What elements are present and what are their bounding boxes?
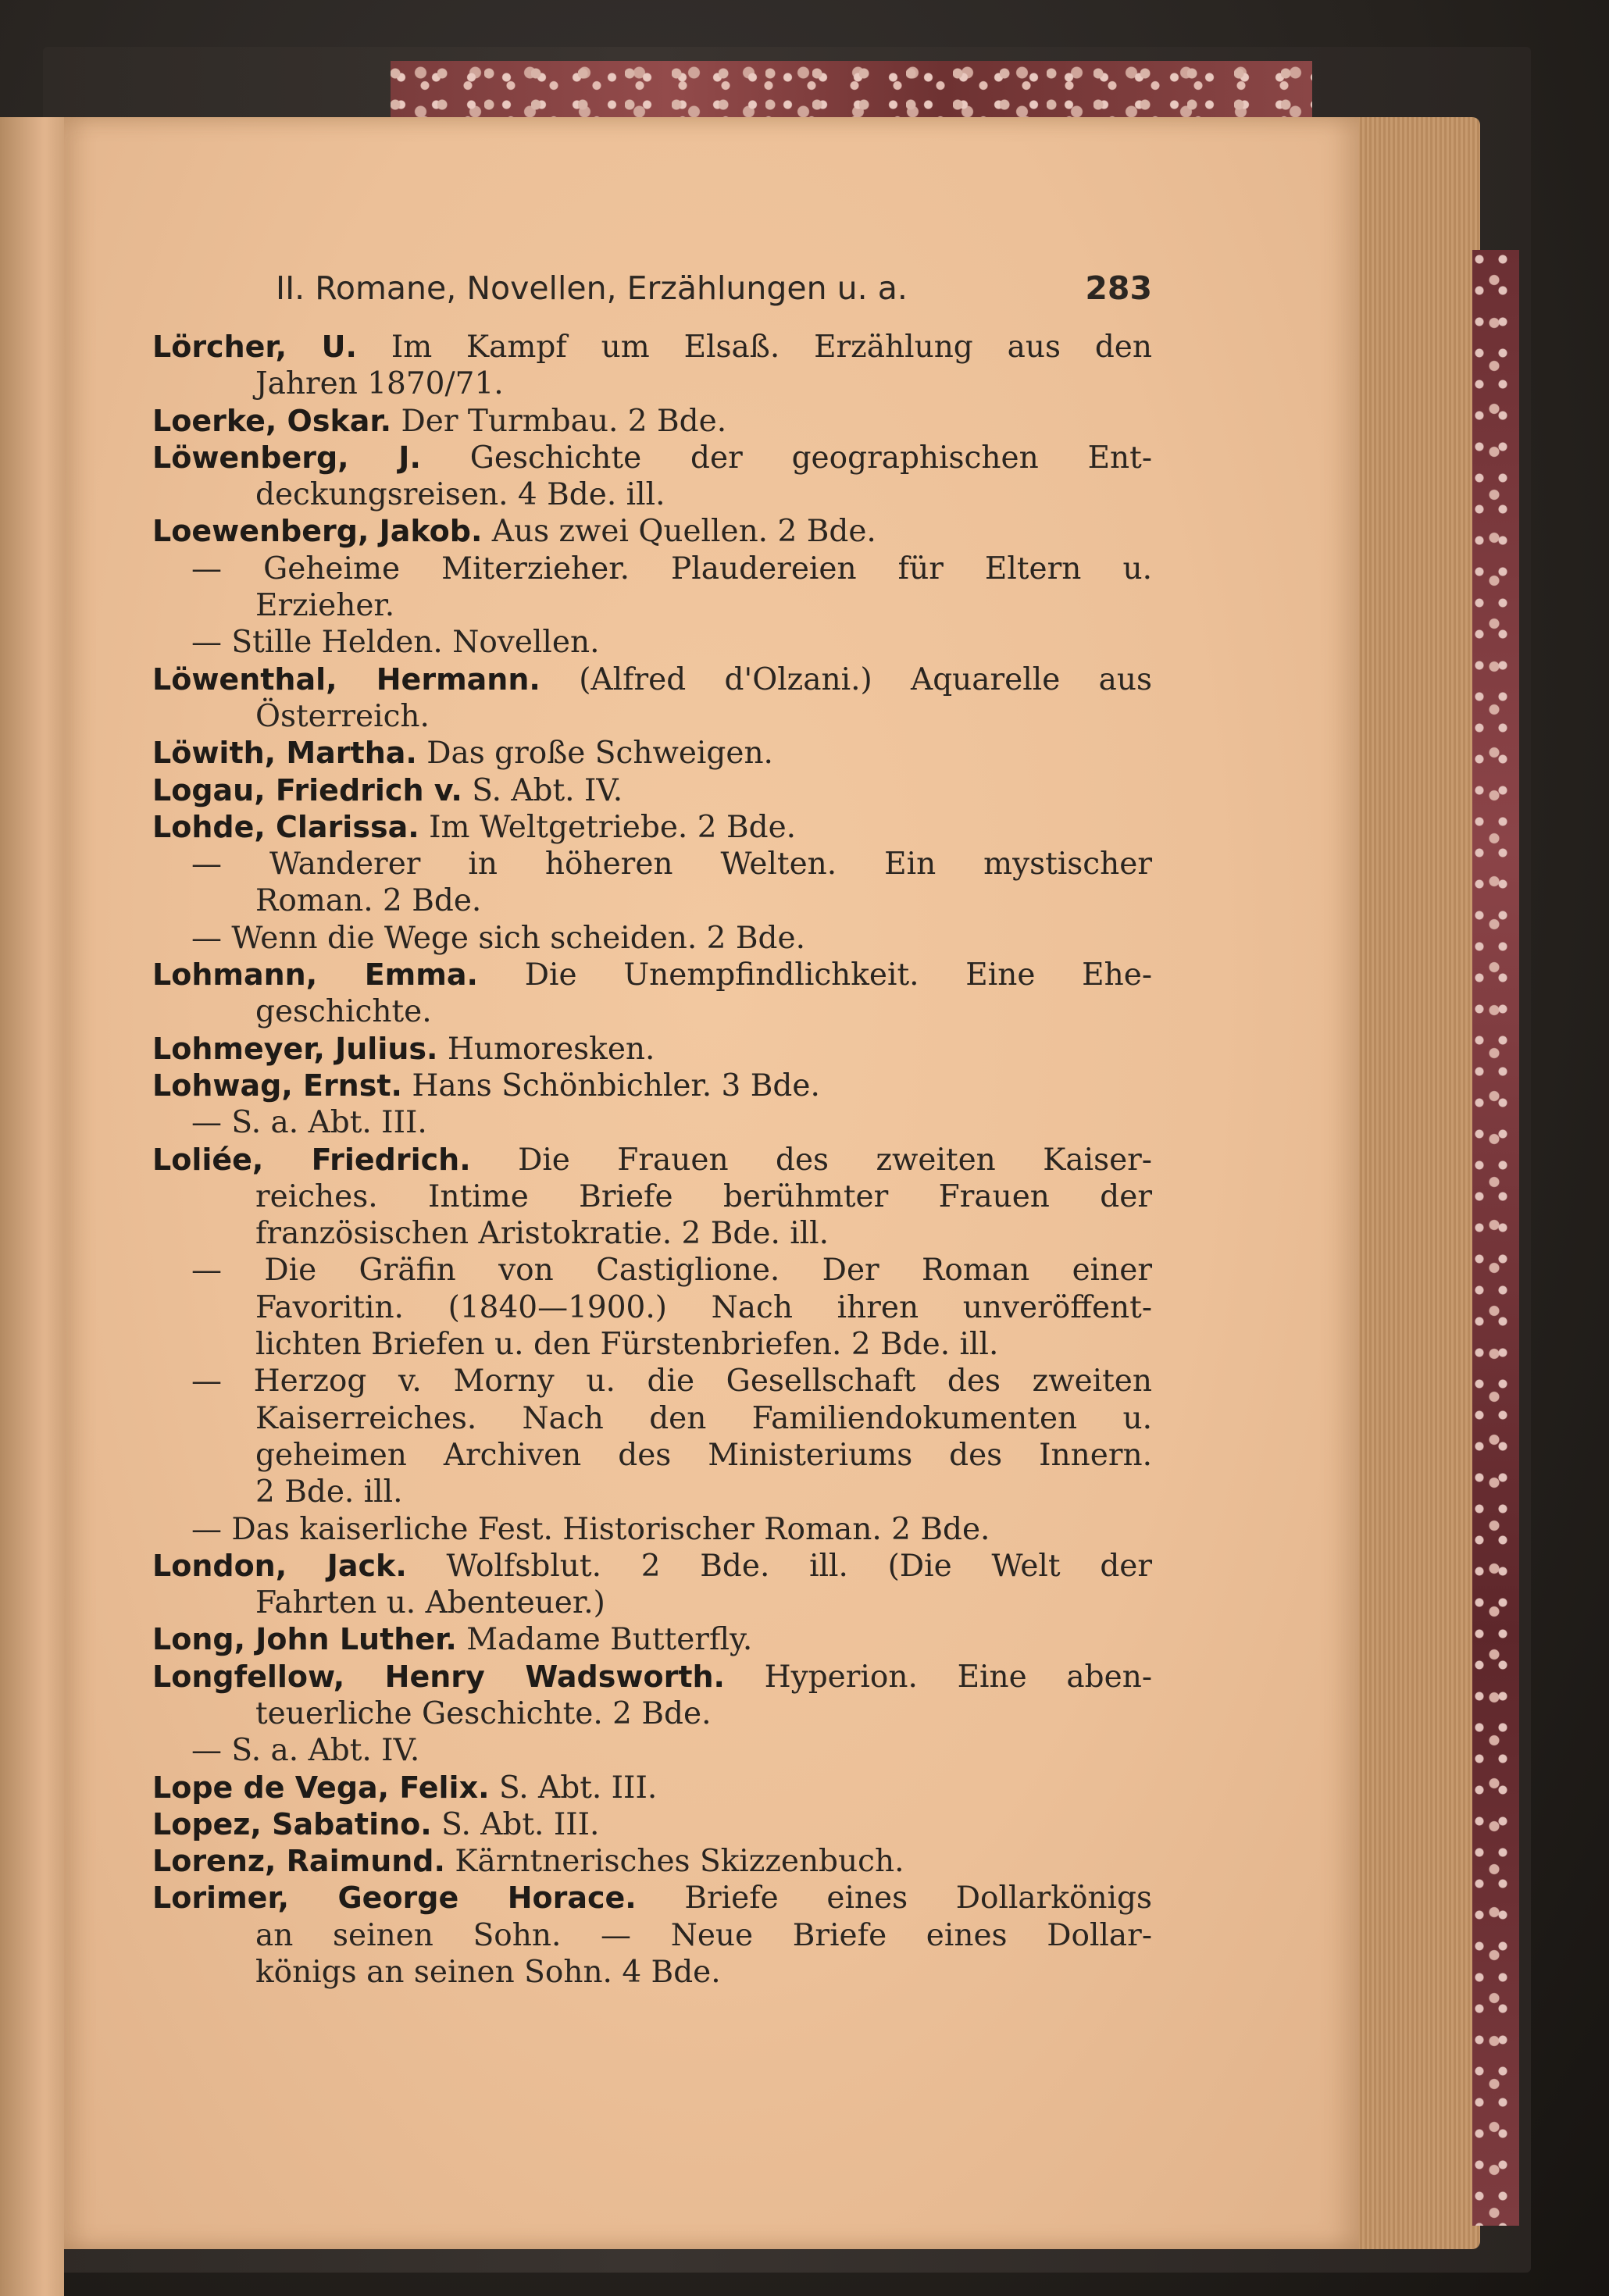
bibliography-entry [152,809,1152,846]
entry-text: S. Abt. IV. [472,772,623,808]
entry-line [152,1104,1152,1141]
entry-line [152,1142,1152,1178]
entry-text: 2 Bde. ill. [255,1474,403,1510]
entry-text: Briefe eines Dollarkönigs [684,1881,1153,1916]
entry-text: — S. a. Abt. IV. [191,1733,420,1769]
entry-author: Loerke, Oskar. [152,403,392,438]
entry-text: Im Weltgetriebe. 2 Bde. [429,809,797,845]
entry-text: (Alfred d'Olzani.) Aquarelle aus [579,661,1153,697]
entry-author: Löwenthal, Hermann. [152,661,540,697]
entry-text: Roman. 2 Bde. [255,883,482,919]
entry-text: Österreich. [255,698,430,734]
entry-line [152,1400,1152,1437]
bibliography-entry [152,1621,1152,1658]
entry-line [152,513,1152,550]
bibliography-entry [152,661,1152,736]
entry-author: Logau, Friedrich v. [152,772,462,808]
entry-author: Löwith, Martha. [152,736,417,771]
bibliography-entry [152,1068,1152,1104]
entry-text: Jahren 1870/71. [255,366,504,402]
entry-author: Lopez, Sabatino. [152,1806,432,1841]
marbled-page-edge-side [1472,250,1519,2226]
bibliography-entry [152,1659,1152,1733]
bibliography-entry [152,624,1152,661]
entry-line [152,1954,1152,1991]
entry-author: London, Jack. [152,1548,407,1583]
entry-text: deckungsreisen. 4 Bde. ill. [255,477,665,513]
entry-text: Hans Schönbichler. 3 Bde. [412,1068,820,1103]
entry-author: Lorenz, Raimund. [152,1844,445,1879]
entry-line [152,1326,1152,1363]
entry-text: Im Kampf um Elsaß. Erzählung aus den [391,330,1152,365]
entry-author: Lohde, Clarissa. [152,809,419,844]
entry-line [152,882,1152,919]
bibliography-entry [152,440,1152,514]
entry-line [152,365,1152,402]
entry-line [152,440,1152,476]
entry-line [152,1770,1152,1806]
entry-line [152,1252,1152,1289]
entry-line [152,1511,1152,1548]
entry-text: — Herzog v. Morny u. die Gesellschaft des zweiten [191,1364,1152,1399]
entry-text: S. Abt. III. [441,1806,600,1842]
entry-text: — Stille Helden. Novellen. [191,625,600,661]
entry-line [152,1031,1152,1068]
bibliography-entry [152,1142,1152,1253]
bibliography-entry [152,1252,1152,1363]
entry-line [152,1880,1152,1916]
bibliography-entry [152,1104,1152,1141]
entry-line [152,1548,1152,1585]
bibliography-entry [152,846,1152,920]
entry-line [152,1474,1152,1510]
entry-line [152,809,1152,846]
bibliography-entry [152,735,1152,772]
page-block-edge [1343,117,1480,2249]
entry-author: Lohwag, Ernst. [152,1068,402,1103]
bibliography-entry [152,513,1152,550]
facing-page-edge [0,117,64,2296]
entry-line [152,1437,1152,1474]
entry-text: — Die Gräfin von Castiglione. Der Roman einer [191,1253,1152,1289]
bibliography-entry [152,1511,1152,1548]
entry-author: Longfellow, Henry Wadsworth. [152,1659,725,1694]
entry-text: Die Frauen des zweiten Kaiser- [518,1142,1152,1178]
entry-author: Lorimer, George Horace. [152,1881,637,1916]
bibliography-entry [152,1843,1152,1880]
entry-line [152,476,1152,513]
entry-author: Loliée, Friedrich. [152,1142,471,1177]
entry-line [152,551,1152,587]
entry-line [152,329,1152,365]
entry-text: an seinen Sohn. — Neue Briefe eines Dollar- [255,1917,1152,1953]
entry-line [152,1621,1152,1658]
entry-text: Der Turmbau. 2 Bde. [401,403,727,439]
entry-text: Das große Schweigen. [426,736,773,772]
bibliography-entry [152,1806,1152,1843]
entry-text: geschichte. [255,994,432,1030]
entry-line [152,993,1152,1030]
entry-text: Geschichte der geographischen Ent- [469,440,1153,476]
entry-line [152,698,1152,735]
entry-line [152,1068,1152,1104]
entry-line [152,1178,1152,1215]
bibliography-entry [152,1363,1152,1510]
entry-line [152,403,1152,440]
bibliography-entry [152,551,1152,625]
entry-author: Löwenberg, J. [152,440,421,475]
entry-text: teuerliche Geschichte. 2 Bde. [255,1695,712,1731]
entry-line [152,624,1152,661]
entry-line [152,1917,1152,1954]
entry-line [152,587,1152,624]
bibliography-entry [152,329,1152,403]
entry-line [152,957,1152,993]
entry-line [152,661,1152,698]
entry-line [152,1659,1152,1695]
entry-line [152,1806,1152,1843]
entry-line [152,1585,1152,1621]
entry-text: Madame Butterfly. [466,1622,753,1658]
entry-line [152,1289,1152,1326]
page-text [152,269,1152,1991]
entry-text: Humoresken. [447,1031,655,1067]
bibliography-entry [152,1031,1152,1068]
entry-text: geheimen Archiven des Ministeriums des Innern. [255,1437,1152,1473]
entry-author: Lörcher, U. [152,330,357,364]
entry-line [152,846,1152,882]
running-header [276,269,1152,307]
entry-text: reiches. Intime Briefe berühmter Frauen der [255,1178,1152,1214]
bibliography-entry [152,1770,1152,1806]
entry-text: französischen Aristokratie. 2 Bde. ill. [255,1216,829,1252]
entry-author: Long, John Luther. [152,1622,457,1657]
entry-text: Kärntnerisches Skizzenbuch. [455,1844,904,1880]
entry-line [152,772,1152,809]
page-number: 283 [1085,269,1152,307]
entry-text: Kaiserreiches. Nach den Familiendokumenten u. [255,1400,1152,1436]
entry-author: Lope de Vega, Felix. [152,1770,490,1805]
entry-author: Lohmeyer, Julius. [152,1031,438,1066]
entry-text: S. Abt. III. [498,1770,658,1806]
bibliography-list [152,329,1152,1991]
entry-author: Lohmann, Emma. [152,957,478,993]
entry-author: Loewenberg, Jakob. [152,514,483,549]
entry-line [152,1732,1152,1769]
entry-text: Fahrten u. Abenteuer.) [255,1585,605,1621]
entry-line [152,1363,1152,1399]
entry-text: — Wenn die Wege sich scheiden. 2 Bde. [191,920,805,956]
entry-line [152,1215,1152,1252]
running-header-title: II. Romane, Novellen, Erzählungen u. a. [276,269,908,307]
entry-text: Die Unempfindlichkeit. Eine Ehe- [524,957,1152,993]
bibliography-entry [152,957,1152,1031]
entry-line [152,735,1152,772]
entry-line [152,920,1152,957]
entry-text: Favoritin. (1840—1900.) Nach ihren unveröffent- [255,1289,1152,1325]
entry-line [152,1695,1152,1732]
entry-text: — S. a. Abt. III. [191,1105,427,1141]
entry-text: — Wanderer in höheren Welten. Ein mystischer [191,847,1152,882]
entry-text: Aus zwei Quellen. 2 Bde. [491,514,876,550]
bibliography-entry [152,1548,1152,1622]
marbled-page-edge-top [391,61,1312,123]
entry-text: Wolfsblut. 2 Bde. ill. (Die Welt der [446,1548,1153,1584]
bibliography-entry [152,920,1152,957]
entry-text: Erzieher. [255,588,395,624]
entry-text: — Das kaiserliche Fest. Historischer Roman. 2 Bde. [191,1511,990,1547]
entry-line [152,1843,1152,1880]
bibliography-entry [152,1732,1152,1769]
entry-text: Hyperion. Eine aben- [764,1659,1152,1695]
entry-text: — Geheime Miterzieher. Plaudereien für Eltern u. [191,551,1152,586]
bibliography-entry [152,1880,1152,1991]
bibliography-entry [152,772,1152,809]
bibliography-entry [152,403,1152,440]
entry-text: lichten Briefen u. den Fürstenbriefen. 2 Bde. ill. [255,1327,999,1363]
entry-text: königs an seinen Sohn. 4 Bde. [255,1955,721,1991]
